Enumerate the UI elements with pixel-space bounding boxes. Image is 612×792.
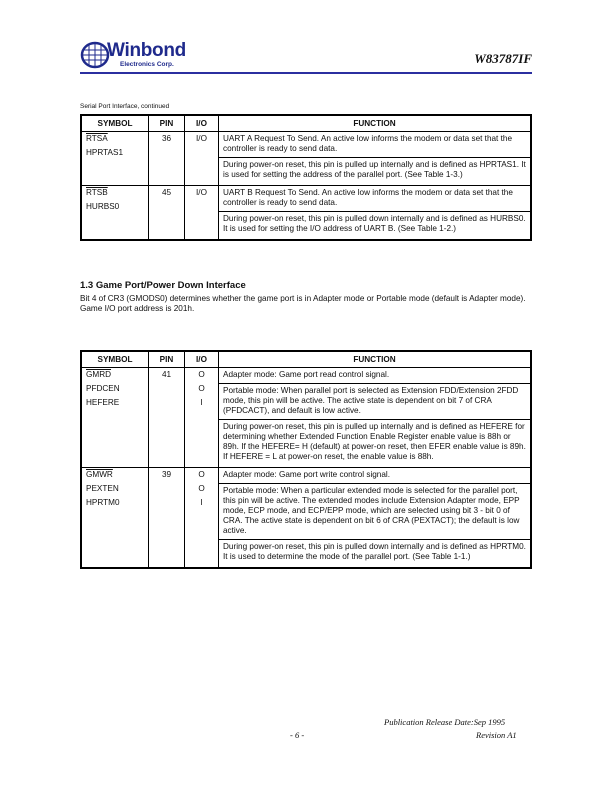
table-caption: Serial Port Interface, continued: [80, 103, 170, 110]
io-value: O: [198, 370, 205, 379]
column-header-io: I/O: [185, 351, 219, 368]
symbol-cell: [81, 132, 149, 186]
document-title: W83787IF: [474, 51, 532, 66]
io-cell: [185, 132, 219, 186]
column-header-pin: PIN: [149, 115, 185, 132]
section-body: [80, 294, 532, 314]
io-cell: [185, 468, 219, 569]
symbol-name: HPRTAS1: [86, 148, 124, 157]
symbol-name: HURBS0: [86, 202, 120, 211]
function-text: Adapter mode: Game port read control signal.: [223, 370, 390, 379]
function-cell: [219, 186, 532, 241]
section-heading: 1.3 Game Port/Power Down Interface: [80, 280, 246, 291]
io-value: O: [198, 384, 205, 393]
revision-label: Revision A1: [476, 730, 517, 740]
function-text: During power-on reset, this pin is pulled up internally and is defined as HPRTAS1. It is used for setting the address of the parallel port. (See Table 1-3.): [219, 157, 530, 180]
winbond-logo: [80, 40, 190, 72]
column-header-pin: PIN: [149, 351, 185, 368]
io-cell: [185, 368, 219, 468]
pin-cell: 36: [149, 132, 185, 186]
function-cell: [219, 132, 532, 186]
io-value: O: [198, 484, 205, 493]
table-row: [81, 468, 531, 569]
symbol-name: GMWR: [86, 470, 113, 479]
table-row: [81, 368, 531, 468]
column-header-function: FUNCTION: [219, 115, 532, 132]
symbol-cell: [81, 468, 149, 569]
function-text: During power-on reset, this pin is pulled down internally and is defined as HPRTM0. It is used to determine the mode of the parallel port. (See Table 1-1.): [219, 539, 530, 562]
logo-subtext: Electronics Corp.: [120, 61, 174, 68]
symbol-name: RTSA: [86, 134, 108, 143]
publication-release-date: Publication Release Date:Sep 1995: [384, 717, 506, 727]
symbol-name: RTSB: [86, 188, 108, 197]
page-number: - 6 -: [290, 730, 305, 740]
io-cell: [185, 186, 219, 241]
symbol-cell: [81, 368, 149, 468]
function-text: During power-on reset, this pin is pulled down internally and is defined as HURBS0. It is used for setting the I/O address of UART B. (See Table 1-2.): [219, 211, 530, 234]
io-value: O: [198, 470, 205, 479]
column-header-function: FUNCTION: [219, 351, 532, 368]
function-cell: [219, 368, 532, 468]
function-text: UART A Request To Send. An active low informs the modem or data set that the controller is ready to send data.: [223, 134, 512, 153]
table-header-row: [81, 351, 531, 368]
column-header-io: I/O: [185, 115, 219, 132]
pin-cell: 45: [149, 186, 185, 241]
column-header-symbol: SYMBOL: [81, 115, 149, 132]
function-text: Adapter mode: Game port write control signal.: [223, 470, 391, 479]
function-text: During power-on reset, this pin is pulled up internally and is defined as HEFERE for determining whether Extended Function Enable Register enable value is 88h or 89h. If the HEFERE= H (default) at power-on reset, then EFER enable value is 89h. If HEFERE = L at power-on reset, the enable value is 88h.: [219, 419, 530, 462]
symbol-name: PEXTEN: [86, 484, 119, 493]
game-port-table: [80, 350, 532, 569]
io-value: I/O: [196, 134, 207, 143]
function-text: Portable mode: When a particular extended mode is selected for the parallel port, this pin will be active. The extended modes include Extension Adapter mode, EPP mode, ECP mode, and ECP/EPP mode, which are selected using bit 3 - bit 0 of CRA. The active state is dependent on bit 6 of CRA (PEXTACT); the default is low active.: [219, 483, 530, 536]
function-cell: [219, 468, 532, 569]
pin-cell: 39: [149, 468, 185, 569]
function-text: Portable mode: When parallel port is selected as Extension FDD/Extension 2FDD mode, this pin will be active. The active state is dependent on bit 7 of CRA (PFDCACT), and default is low active.: [219, 383, 530, 416]
table-row: [81, 132, 531, 186]
section-paragraph: Game I/O port address is 201h.: [80, 304, 195, 313]
header-divider: [80, 72, 532, 74]
io-value: I: [200, 398, 203, 407]
symbol-name: GMRD: [86, 370, 112, 379]
symbol-cell: [81, 186, 149, 241]
globe-logo-icon: [80, 41, 110, 69]
column-header-symbol: SYMBOL: [81, 351, 149, 368]
symbol-name: PFDCEN: [86, 384, 120, 393]
function-text: UART B Request To Send. An active low informs the modem or data set that the controller is ready to send data.: [223, 188, 513, 207]
symbol-name: HPRTM0: [86, 498, 120, 507]
symbol-name: HEFERE: [86, 398, 120, 407]
logo-wordmark: Winbond: [107, 40, 186, 61]
pin-cell: 41: [149, 368, 185, 468]
table-header-row: [81, 115, 531, 132]
serial-port-table: [80, 114, 532, 241]
table-row: [81, 186, 531, 241]
io-value: I: [200, 498, 203, 507]
io-value: I/O: [196, 188, 207, 197]
section-paragraph: Bit 4 of CR3 (GMODS0) determines whether the game port is in Adapter mode or Portable mode (default is Adapter mode).: [80, 294, 526, 303]
